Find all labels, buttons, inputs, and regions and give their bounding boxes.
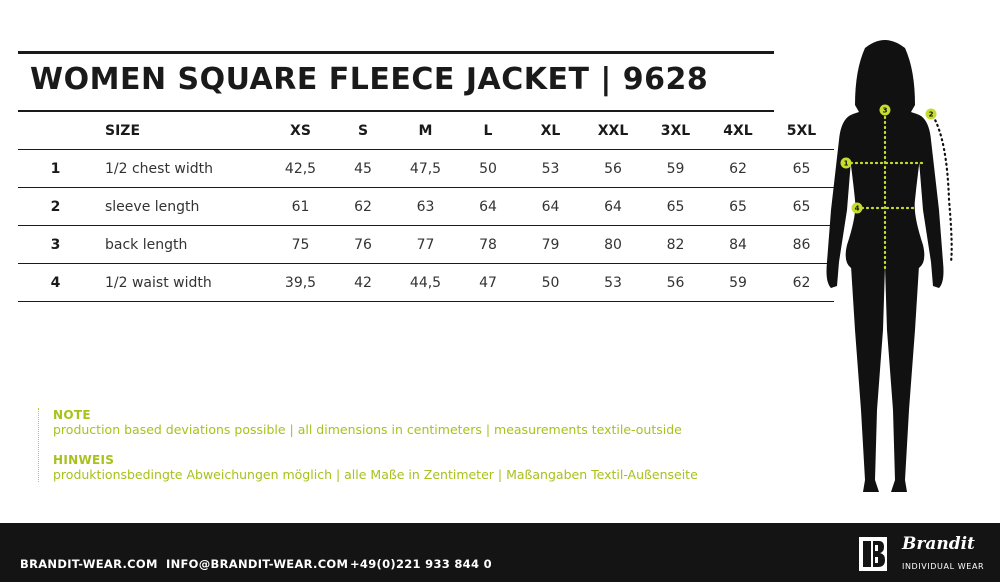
row-label: sleeve length	[93, 188, 269, 226]
note-text: production based deviations possible | all dimensions in centimeters | measurements textile-outside	[53, 422, 682, 437]
value-cell: 82	[644, 226, 707, 264]
row-label: 1/2 chest width	[93, 150, 269, 188]
value-cell: 75	[269, 226, 332, 264]
table-row	[18, 264, 834, 302]
size-header-cell: XS	[290, 122, 311, 139]
row-number: 3	[18, 226, 93, 264]
value-cell: 56	[582, 150, 644, 188]
value-cell: 53	[582, 264, 644, 302]
note-english	[53, 408, 698, 437]
hinweis-text: produktionsbedingte Abweichungen möglich | alle Maße in Zentimeter | Maßangaben Textil-Außenseite	[53, 467, 698, 482]
size-header-cell: M	[418, 122, 433, 139]
size-header-cell: 3XL	[660, 122, 691, 139]
size-header-cell: L	[483, 122, 493, 139]
value-cell: 79	[519, 226, 582, 264]
row-label: 1/2 waist width	[93, 264, 269, 302]
footer-email-link[interactable]: INFO@BRANDIT-WEAR.COM	[166, 557, 349, 571]
value-cell: 50	[519, 264, 582, 302]
size-table-body	[18, 150, 834, 302]
footer-website-link[interactable]: BRANDIT-WEAR.COM	[20, 557, 158, 571]
value-cell: 62	[769, 264, 834, 302]
value-cell: 64	[457, 188, 519, 226]
size-header-label: SIZE	[105, 122, 141, 139]
marker-1-label: 1	[843, 159, 849, 168]
top-rule	[18, 51, 774, 54]
hinweis-heading: HINWEIS	[53, 453, 115, 467]
table-row	[18, 150, 834, 188]
value-cell: 80	[582, 226, 644, 264]
value-cell: 62	[332, 188, 394, 226]
value-cell: 50	[457, 150, 519, 188]
row-number: 1	[18, 150, 93, 188]
size-header-cell: S	[357, 122, 369, 139]
value-cell: 84	[707, 226, 769, 264]
size-table	[18, 112, 834, 302]
note-german	[53, 453, 698, 482]
footer-bar	[0, 523, 1000, 582]
value-cell: 56	[644, 264, 707, 302]
brand-tagline: INDIVIDUAL WEAR	[902, 562, 985, 571]
value-cell: 44,5	[394, 264, 457, 302]
value-cell: 77	[394, 226, 457, 264]
note-heading: NOTE	[53, 408, 91, 422]
value-cell: 78	[457, 226, 519, 264]
value-cell: 62	[707, 150, 769, 188]
value-cell: 65	[769, 150, 834, 188]
value-cell: 64	[582, 188, 644, 226]
page-title: WOMEN SQUARE FLEECE JACKET | 9628	[30, 62, 709, 97]
table-row	[18, 188, 834, 226]
value-cell: 76	[332, 226, 394, 264]
value-cell: 45	[332, 150, 394, 188]
value-cell: 61	[269, 188, 332, 226]
notes-section	[38, 408, 698, 482]
marker-2-label: 2	[928, 110, 934, 119]
measurement-figure	[815, 30, 965, 500]
row-label: back length	[93, 226, 269, 264]
size-header-cell: 5XL	[786, 122, 817, 139]
value-cell: 42	[332, 264, 394, 302]
size-header-cell: XL	[540, 122, 561, 139]
size-header-cell: XXL	[597, 122, 629, 139]
row-number: 4	[18, 264, 93, 302]
value-cell: 59	[644, 150, 707, 188]
value-cell: 65	[644, 188, 707, 226]
value-cell: 59	[707, 264, 769, 302]
value-cell: 65	[769, 188, 834, 226]
value-cell: 39,5	[269, 264, 332, 302]
value-cell: 53	[519, 150, 582, 188]
value-cell: 86	[769, 226, 834, 264]
header-num-cell	[18, 112, 93, 150]
size-header-cell: 4XL	[723, 122, 753, 139]
size-header-row	[18, 112, 834, 150]
value-cell: 42,5	[269, 150, 332, 188]
value-cell: 65	[707, 188, 769, 226]
footer-phone: +49(0)221 933 844 0	[350, 557, 492, 571]
table-row	[18, 226, 834, 264]
marker-4-label: 4	[854, 204, 860, 213]
value-cell: 63	[394, 188, 457, 226]
brandit-logo-icon	[858, 536, 888, 572]
brand-name: Brandit	[902, 534, 975, 554]
value-cell: 47,5	[394, 150, 457, 188]
marker-3-label: 3	[882, 106, 888, 115]
row-number: 2	[18, 188, 93, 226]
value-cell: 47	[457, 264, 519, 302]
value-cell: 64	[519, 188, 582, 226]
